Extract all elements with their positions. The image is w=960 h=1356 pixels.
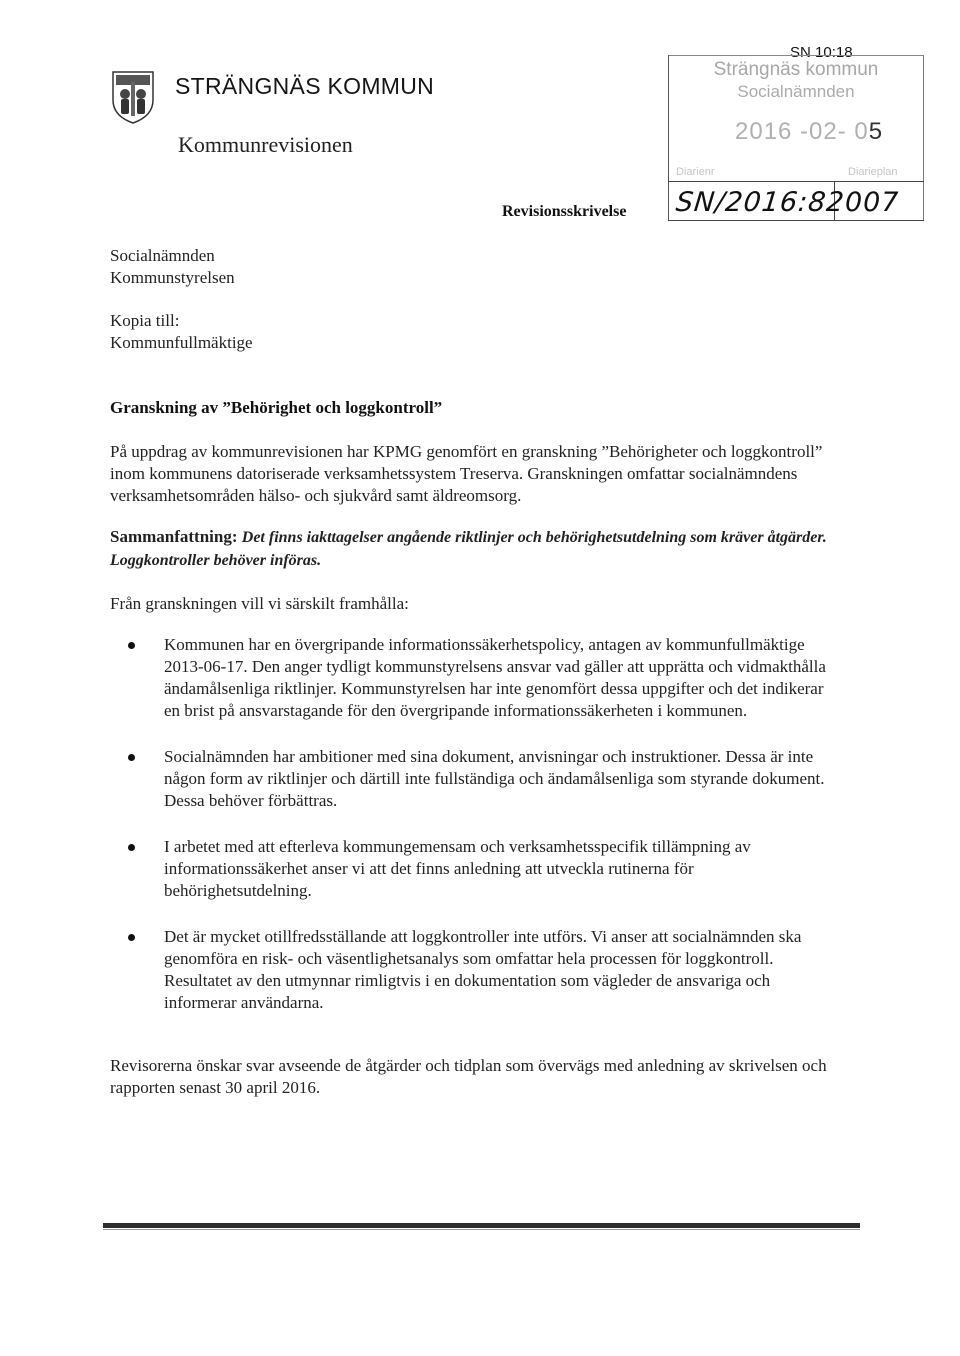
- list-item: [110, 926, 830, 1014]
- stamp-date-last-digit: 5: [868, 118, 884, 145]
- recipient: Kommunstyrelsen: [110, 268, 235, 287]
- stamp-date: [735, 118, 883, 146]
- bullet-icon: [128, 844, 135, 851]
- list-item-text: Kommunen har en övergripande informationssäkerhetspolicy, antagen av kommunfullmäktige 2013-06-17. Den anger tydligt kommunstyrelsens ansvar vad gäller att upprätta och vidmakthålla ändamålsenliga riktlinjer. Kommunstyrelsen har inte genomfört dessa uppgifter och det indikerar en brist på ansvarstagande för den övergripande informationssäkerheten i kommunen.: [164, 635, 826, 720]
- stamp-organization: Strängnäs kommun: [713, 59, 879, 80]
- stamp-sn-label: SN 10:18: [790, 44, 853, 61]
- footer-rule-thin: [103, 1229, 860, 1230]
- municipality-logo: [110, 70, 156, 124]
- recipient: Socialnämnden: [110, 246, 215, 265]
- closing-paragraph: Revisorerna önskar svar avseende de åtgärder och tidplan som övervägs med anledning av skrivelsen och rapporten senast 30 april 2016.: [110, 1056, 827, 1097]
- bullet-icon: [128, 934, 135, 941]
- list-item-text: Det är mycket otillfredsställande att loggkontroller inte utförs. Vi anser att socialnämnden ska genomföra en risk- och väsentlighetsanalys som omfattar hela processen för loggkontroll. Resultatet av den utmynnar rimligtvis i en dokumentation som vägleder de ansvariga och informerar användarna.: [164, 927, 802, 1012]
- municipality-name: STRÄNGNÄS KOMMUN: [175, 73, 435, 99]
- list-item-text: I arbetet med att efterleva kommungemensam och verksamhetsspecifik tillämpning av informationssäkerhet anser vi att det finns anledning att utveckla rutinerna för behörighetsutdelning.: [164, 837, 751, 900]
- list-item: [110, 634, 830, 722]
- stamp-bottom-border: [668, 220, 924, 221]
- findings-list: [110, 634, 830, 1038]
- stamp-diarienr-label: Diarienr: [676, 166, 715, 178]
- stamp-board: Socialnämnden: [737, 82, 855, 101]
- focus-intro: Från granskningen vill vi särskilt framhålla:: [110, 594, 409, 613]
- intro-paragraph: På uppdrag av kommunrevisionen har KPMG genomfört en granskning ”Behörigheter och loggkontroll” inom kommunens datoriserade verksamhetssystem Treserva. Granskningen omfattar socialnämndens verksamhetsområden hälso- och sjukvård samt äldreomsorg.: [110, 442, 823, 505]
- summary-label: Sammanfattning:: [110, 527, 238, 546]
- stamp-diary-number: SN/2016:82: [674, 187, 847, 218]
- list-item-text: Socialnämnden har ambitioner med sina dokument, anvisningar och instruktioner. Dessa är inte någon form av riktlinjer och därtill inte fullständiga och ändamålsenliga som styrande dokument. Dessa behöver förbättras.: [164, 747, 825, 810]
- document-type: Revisionsskrivelse: [502, 203, 627, 220]
- bullet-icon: [128, 642, 135, 649]
- stamp-date-main: 2016 -02- 0: [735, 118, 869, 145]
- copy-recipient: Kommunfullmäktige: [110, 333, 253, 352]
- stamp-diary-plan: 007: [845, 187, 900, 218]
- summary-text: Det finns iakttagelser angående riktlinjer och behörighetsutdelning som kräver åtgärder. Loggkontroller behöver införas.: [110, 529, 827, 569]
- summary-paragraph: [110, 526, 840, 572]
- list-item: [110, 746, 830, 812]
- copy-label: Kopia till:: [110, 311, 180, 330]
- coat-of-arms-icon: [110, 70, 156, 124]
- letter-title: Granskning av ”Behörighet och loggkontroll”: [110, 398, 443, 417]
- footer-rule: [103, 1223, 860, 1228]
- stamp-diarieplan-label: Diarieplan: [848, 166, 898, 178]
- stamp-divider: [668, 181, 924, 182]
- bullet-icon: [128, 754, 135, 761]
- department-name: Kommunrevisionen: [178, 132, 353, 157]
- list-item: [110, 836, 830, 902]
